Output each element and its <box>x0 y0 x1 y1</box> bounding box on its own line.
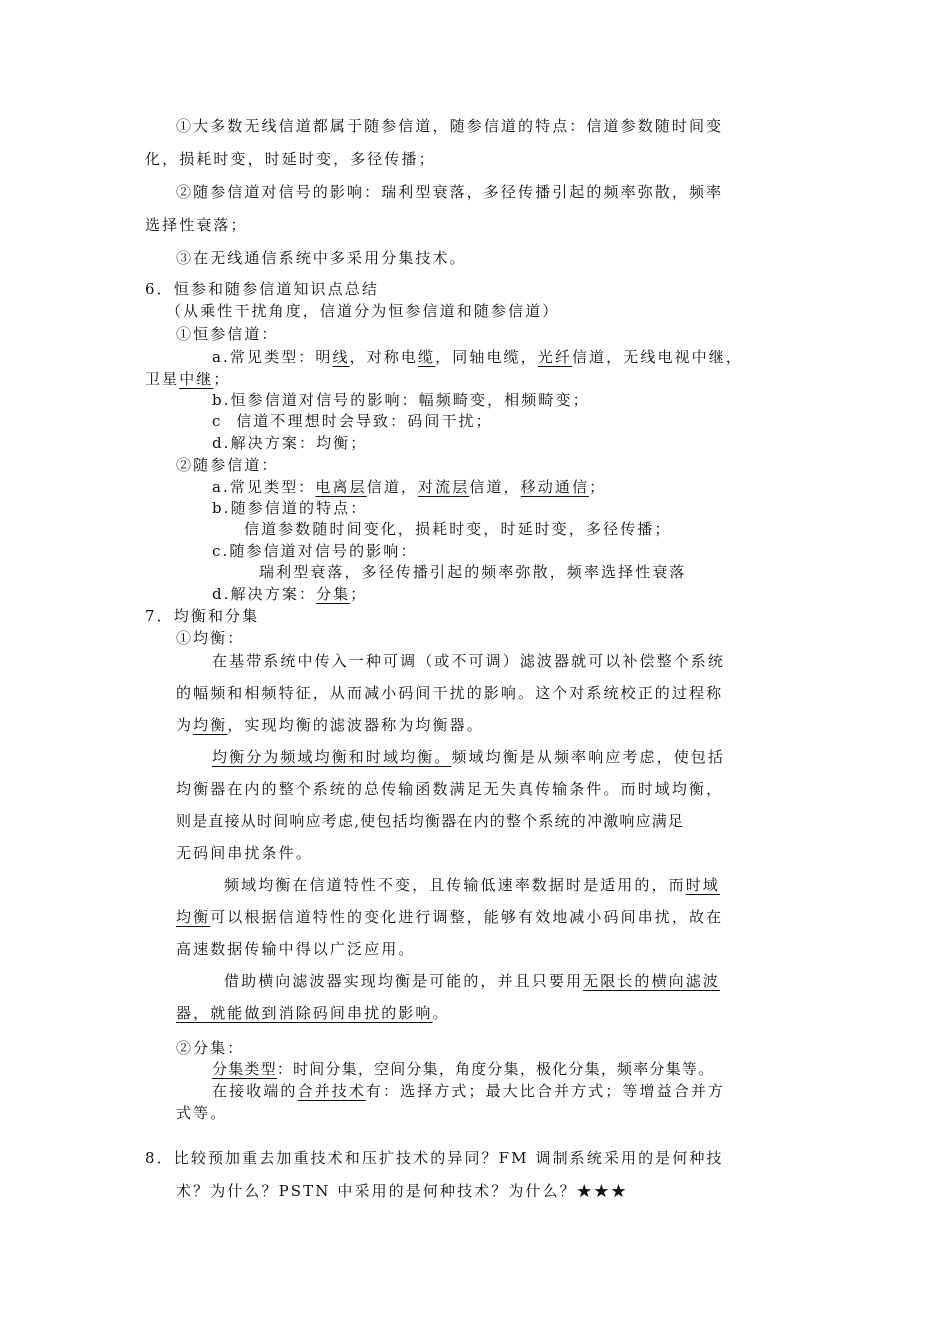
eq-para2-line4: 无码间串扰条件。 <box>176 844 313 862</box>
diversity-types: 分集类型：时间分集，空间分集，角度分集，极化分集，频率分集等。 <box>212 1060 715 1078</box>
random-channel-effect: 瑞利型衰落，多径传播引起的频率弥散，频率选择性衰落 <box>259 563 687 581</box>
random-channel-title: ②随参信道： <box>176 456 279 474</box>
random-channel-features-label: b.随参信道的特点： <box>212 499 368 517</box>
constant-channel-title: ①恒参信道： <box>176 325 279 343</box>
diversity-combining-line2: 式等。 <box>176 1104 228 1122</box>
eq-para3-line2: 均衡可以根据信道特性的变化进行调整，能够有效地减小码间串扰，故在 <box>176 908 724 926</box>
diversity-title: ②分集： <box>176 1039 245 1057</box>
constant-channel-effect: b.恒参信道对信号的影响：幅频畸变，相频畸变； <box>212 391 590 409</box>
eq-para3-line3: 高速数据传输中得以广泛应用。 <box>176 940 416 958</box>
random-channel-effect-label: c.随参信道对信号的影响： <box>212 542 418 560</box>
constant-channel-solution: d.解决方案：均衡； <box>212 434 368 452</box>
constant-channel-impairment: c 信道不理想时会导致：码间干扰； <box>212 412 493 430</box>
section-8-line2: 术？为什么？PSTN 中采用的是何种技术？为什么？★★★ <box>176 1182 629 1200</box>
section-8-line1: 8．比较预加重去加重技术和压扩技术的异同？FM 调制系统采用的是何种技 <box>145 1149 724 1167</box>
para-diversity-use: ③在无线通信系统中多采用分集技术。 <box>176 249 467 267</box>
eq-para2-line1: 均衡分为频域均衡和时域均衡。频域均衡是从频率响应考虑，使包括 <box>212 748 726 766</box>
equalization-title: ①均衡： <box>176 629 245 647</box>
eq-para1-line2: 的幅频和相频特征，从而减小码间干扰的影响。这个对系统校正的过程称 <box>176 684 724 702</box>
para-random-channel-line1: ①大多数无线信道都属于随参信道，随参信道的特点：信道参数随时间变 <box>176 117 724 135</box>
diversity-combining-line1: 在接收端的合并技术有：选择方式；最大比合并方式；等增益合并方 <box>212 1082 726 1100</box>
random-channel-features: 信道参数随时间变化，损耗时变，时延时变，多径传播； <box>244 520 672 538</box>
random-channel-solution: d.解决方案：分集； <box>212 585 368 603</box>
eq-para3-line1: 频域均衡在信道特性不变，且传输低速率数据时是适用的，而时域 <box>224 876 720 894</box>
section-6-heading: 6．恒参和随参信道知识点总结 <box>145 280 379 298</box>
random-channel-types: a.常见类型：电离层信道，对流层信道，移动通信； <box>212 478 607 496</box>
constant-channel-types-cont: 卫星中继； <box>145 370 231 388</box>
eq-para2-line2: 均衡器在内的整个系统的总传输函数满足无失真传输条件。而时域均衡， <box>176 780 724 798</box>
constant-channel-types: a.常见类型：明线，对称电缆，同轴电缆，光纤信道，无线电视中继， <box>212 348 743 366</box>
eq-para4-line2: 器，就能做到消除码间串扰的影响。 <box>176 1004 450 1022</box>
eq-para2-line3: 则是直接从时间响应考虑,使包括均衡器在内的整个系统的冲激响应满足 <box>176 812 685 830</box>
section-7-heading: 7．均衡和分集 <box>145 607 260 625</box>
para-random-effect-line1: ②随参信道对信号的影响：瑞利型衰落，多径传播引起的频率弥散，频率 <box>176 183 724 201</box>
para-random-channel-line2: 化，损耗时变，时延时变，多径传播； <box>145 150 436 168</box>
eq-para4-line1: 借助横向滤波器实现均衡是可能的，并且只要用无限长的横向滤波 <box>224 972 720 990</box>
section-6-intro: （从乘性干扰角度，信道分为恒参信道和随参信道） <box>166 302 560 320</box>
eq-para1-line3: 为均衡，实现均衡的滤波器称为均衡器。 <box>176 716 484 734</box>
eq-para1-line1: 在基带系统中传入一种可调（或不可调）滤波器就可以补偿整个系统 <box>212 652 726 670</box>
para-random-effect-line2: 选择性衰落； <box>145 216 248 234</box>
